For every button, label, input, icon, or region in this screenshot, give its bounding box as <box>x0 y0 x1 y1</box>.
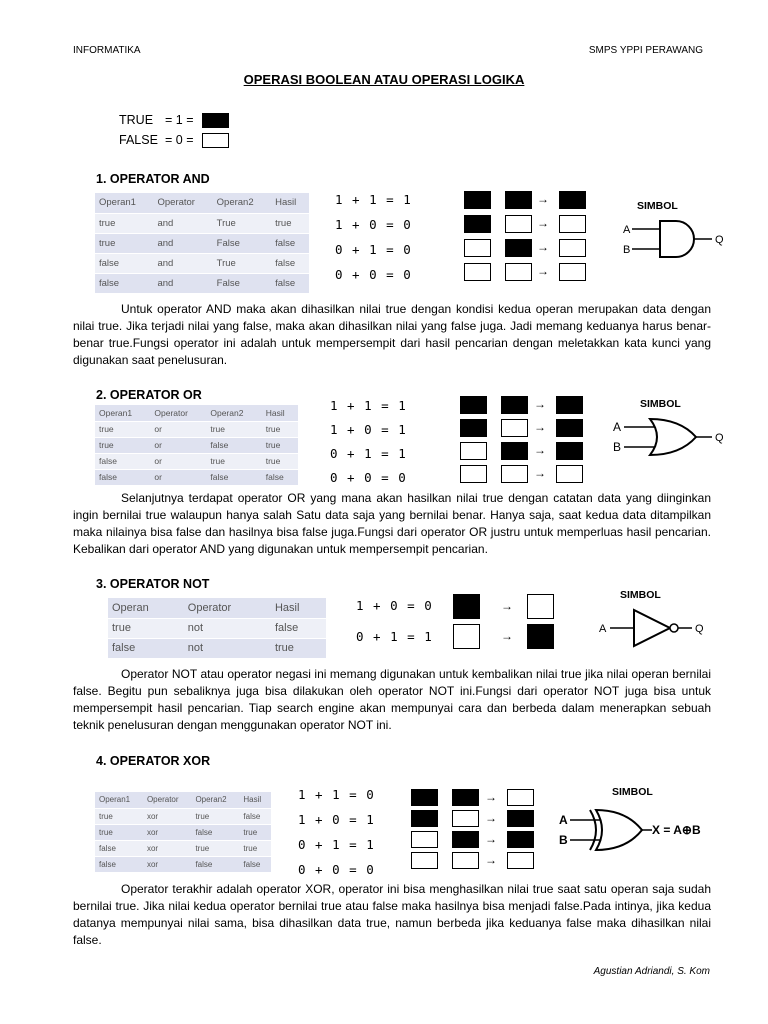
xor-simbol-label: SIMBOL <box>612 786 653 798</box>
equation: 0 + 0 = 0 <box>330 470 407 485</box>
equation: 1 + 0 = 0 <box>335 217 412 232</box>
table-row <box>95 273 309 293</box>
table-row <box>95 808 271 824</box>
table-cell: xor <box>143 856 191 872</box>
table-header-cell: Hasil <box>262 405 298 421</box>
or-truth-table <box>95 405 298 486</box>
table-cell: true <box>95 437 150 453</box>
footer-author: Agustian Adriandi, S. Kom <box>593 966 710 977</box>
or-input-b: B <box>613 440 622 454</box>
arrow-right-icon: → <box>534 420 546 434</box>
table-cell: and <box>153 233 212 253</box>
legend-false-value: = 0 = <box>165 133 194 147</box>
result-box <box>507 852 534 869</box>
not-gate-symbol <box>596 604 716 650</box>
table-cell: false <box>271 618 326 638</box>
table-cell: true <box>95 808 143 824</box>
table-row <box>95 405 298 421</box>
table-row <box>95 453 298 469</box>
table-cell: false <box>108 638 184 658</box>
input-box <box>505 215 532 233</box>
arrow-right-icon: → <box>485 831 497 846</box>
table-cell: xor <box>143 840 191 856</box>
table-cell: true <box>271 638 326 658</box>
xor-output: X = A⊕B <box>652 823 701 837</box>
table-row <box>95 840 271 856</box>
and-truth-table <box>95 193 309 294</box>
arrow-right-icon: → <box>534 443 546 457</box>
result-box <box>556 465 583 483</box>
table-cell: true <box>108 618 184 638</box>
table-header-cell: Operan2 <box>191 792 239 808</box>
input-box <box>411 831 438 848</box>
table-cell: false <box>95 273 153 293</box>
arrow-right-icon: → <box>537 192 549 206</box>
input-box <box>464 215 491 233</box>
table-cell: true <box>262 437 298 453</box>
equation: 0 + 1 = 1 <box>330 446 407 461</box>
equation: 0 + 0 = 0 <box>335 267 412 282</box>
input-box <box>501 465 528 483</box>
xor-heading: 4. OPERATOR XOR <box>96 754 211 768</box>
equation: 0 + 0 = 0 <box>298 862 375 877</box>
table-row <box>95 253 309 273</box>
table-row <box>108 618 326 638</box>
table-cell: False <box>213 273 271 293</box>
input-box <box>460 442 487 460</box>
legend-true-label: TRUE <box>119 113 154 127</box>
table-cell: false <box>206 469 261 485</box>
table-row <box>95 193 309 213</box>
table-cell: and <box>153 253 212 273</box>
and-output: Q <box>715 234 724 246</box>
and-input-b: B <box>623 244 631 256</box>
arrow-right-icon: → <box>485 810 497 825</box>
or-output: Q <box>715 432 724 444</box>
input-box <box>464 191 491 209</box>
table-cell: false <box>95 856 143 872</box>
false-white-box <box>202 133 229 148</box>
and-paragraph: Untuk operator AND maka akan dihasilkan nilai true dengan kondisi kedua operan merupakan data dengan nilai true. Jika terjadi nilai yang false, maka akan dihasilkan nilai yang false juga. Jadi memang keduanya harus benar-benar true.Fungsi operator ini adalah untuk mempersempit dari hasil pencarian dengan meletakkan kata kunci yang digunakan saat penelusuran. <box>73 302 711 367</box>
table-cell: or <box>150 453 206 469</box>
equation: 1 + 0 = 1 <box>330 422 407 437</box>
result-box <box>559 191 586 209</box>
table-header-cell: Operan1 <box>95 405 150 421</box>
result-box <box>527 624 554 649</box>
equation: 1 + 0 = 0 <box>356 598 433 613</box>
table-header-cell: Operan1 <box>95 193 153 213</box>
arrow-right-icon: → <box>485 852 497 867</box>
equation: 0 + 1 = 0 <box>335 242 412 257</box>
table-cell: true <box>239 824 271 840</box>
arrow-right-icon: → <box>537 264 549 278</box>
and-input-a: A <box>623 224 631 236</box>
input-box <box>411 810 438 827</box>
input-box <box>411 789 438 806</box>
table-cell: true <box>271 213 309 233</box>
header-left: INFORMATIKA <box>73 45 141 56</box>
table-cell: true <box>206 421 261 437</box>
table-header-cell: Operan <box>108 598 184 618</box>
table-header-cell: Operator <box>153 193 212 213</box>
table-header-cell: Operan2 <box>213 193 271 213</box>
table-cell: false <box>239 856 271 872</box>
or-simbol-label: SIMBOL <box>640 398 681 410</box>
not-simbol-label: SIMBOL <box>620 589 661 601</box>
table-cell: xor <box>143 808 191 824</box>
table-row <box>95 437 298 453</box>
table-cell: false <box>271 233 309 253</box>
input-box <box>460 396 487 414</box>
legend-false-label: FALSE <box>119 133 158 147</box>
table-cell: and <box>153 273 212 293</box>
table-row <box>95 421 298 437</box>
table-cell: true <box>262 421 298 437</box>
table-row <box>95 469 298 485</box>
table-cell: true <box>191 808 239 824</box>
input-box <box>501 396 528 414</box>
arrow-right-icon: → <box>537 216 549 230</box>
table-cell: true <box>262 453 298 469</box>
table-header-cell: Hasil <box>239 792 271 808</box>
table-cell: false <box>191 856 239 872</box>
table-cell: False <box>213 233 271 253</box>
input-box <box>411 852 438 869</box>
table-cell: false <box>239 808 271 824</box>
table-cell: not <box>184 638 271 658</box>
xor-input-a: A <box>559 813 568 827</box>
result-box <box>559 239 586 257</box>
table-cell: false <box>95 840 143 856</box>
and-simbol-label: SIMBOL <box>637 200 678 212</box>
table-cell: false <box>95 253 153 273</box>
table-cell: or <box>150 421 206 437</box>
table-row <box>108 638 326 658</box>
input-box <box>505 191 532 209</box>
result-box <box>559 215 586 233</box>
table-cell: true <box>95 233 153 253</box>
table-header-cell: Hasil <box>271 598 326 618</box>
xor-truth-table <box>95 792 271 873</box>
arrow-right-icon: → <box>537 240 549 254</box>
legend-true-value: = 1 = <box>165 113 194 127</box>
table-header-cell: Operator <box>150 405 206 421</box>
result-box <box>507 789 534 806</box>
table-cell: false <box>95 469 150 485</box>
result-box <box>559 263 586 281</box>
true-black-box <box>202 113 229 128</box>
table-cell: True <box>213 213 271 233</box>
table-header-cell: Operator <box>143 792 191 808</box>
equation: 1 + 1 = 1 <box>330 398 407 413</box>
not-input-a: A <box>599 623 607 635</box>
input-box <box>460 465 487 483</box>
input-box <box>501 419 528 437</box>
table-row <box>95 824 271 840</box>
table-cell: true <box>239 840 271 856</box>
header-right: SMPS YPPI PERAWANG <box>588 45 703 56</box>
result-box <box>507 810 534 827</box>
input-box <box>453 624 480 649</box>
result-box <box>556 419 583 437</box>
result-box <box>527 594 554 619</box>
table-row <box>108 598 326 618</box>
equation: 0 + 1 = 1 <box>298 837 375 852</box>
table-header-cell: Hasil <box>271 193 309 213</box>
table-cell: false <box>271 253 309 273</box>
xor-paragraph: Operator terakhir adalah operator XOR, operator ini bisa menghasilkan nilai true saat satu operan saja sudah bernilai true. Jika nilai kedua operator bernilai true atau false maka hasilnya bisa menjadi false.Pada intinya, jika kedua datanya mempunyai nilai sama, bisa dihasilkan data true, namun berbeda jika keduanya false maka dihasilkan nilai false. <box>73 882 711 947</box>
and-gate-symbol <box>620 215 730 265</box>
or-paragraph: Selanjutnya terdapat operator OR yang mana akan hasilkan nilai true dengan catatan data yang diinginkan ingin bernilai true walaupun hanya salah Satu data saja yang bernilai benar. Hanya saja, saat kedua data ditampilkan maka nilainya bisa false dan hasilnya bisa false juga.Fungsi dari operator OR justru untuk memperluas hasil pencarian. Kebalikan dari operator AND yang digunakan untuk mempersempit pencarian. <box>73 491 711 556</box>
not-heading: 3. OPERATOR NOT <box>96 577 210 591</box>
input-box <box>452 831 479 848</box>
input-box <box>460 419 487 437</box>
or-gate-symbol <box>610 413 730 463</box>
table-row <box>95 213 309 233</box>
arrow-right-icon: → <box>534 466 546 480</box>
not-output: Q <box>695 623 704 635</box>
not-paragraph: Operator NOT atau operator negasi ini memang digunakan untuk kembalikan nilai true jika nilai operan bernilai false. Begitu pun sebaliknya juga bisa dilakukan oleh operator NOT ini.Fungsi dari operator NOT juga bisa untuk mempersempit hasil pencarian. Tiap search engine akan mempunyai cara dan berbeda dalam menerapkan sebuah teknik penelusuran dengan menggunakan operator NOT ini. <box>73 667 711 732</box>
xor-input-b: B <box>559 833 568 847</box>
table-cell: True <box>213 253 271 273</box>
input-box <box>452 852 479 869</box>
arrow-right-icon: → <box>534 397 546 411</box>
table-header-cell: Operan2 <box>206 405 261 421</box>
result-box <box>507 831 534 848</box>
result-box <box>556 396 583 414</box>
table-cell: true <box>191 840 239 856</box>
table-header-cell: Operan1 <box>95 792 143 808</box>
equation: 1 + 1 = 0 <box>298 787 375 802</box>
equation: 0 + 1 = 1 <box>356 629 433 644</box>
xor-gate-symbol <box>556 802 716 852</box>
not-truth-table <box>108 598 326 659</box>
table-cell: or <box>150 469 206 485</box>
arrow-right-icon: → <box>501 598 513 613</box>
table-row <box>95 792 271 808</box>
result-box <box>556 442 583 460</box>
table-cell: true <box>95 213 153 233</box>
or-heading: 2. OPERATOR OR <box>96 388 202 402</box>
table-header-cell: Operator <box>184 598 271 618</box>
input-box <box>453 594 480 619</box>
table-cell: false <box>206 437 261 453</box>
input-box <box>505 239 532 257</box>
table-cell: false <box>271 273 309 293</box>
or-input-a: A <box>613 420 622 434</box>
table-cell: or <box>150 437 206 453</box>
equation: 1 + 0 = 1 <box>298 812 375 827</box>
table-row <box>95 856 271 872</box>
input-box <box>505 263 532 281</box>
table-cell: false <box>262 469 298 485</box>
input-box <box>452 810 479 827</box>
input-box <box>464 263 491 281</box>
table-cell: true <box>206 453 261 469</box>
equation: 1 + 1 = 1 <box>335 192 412 207</box>
table-cell: false <box>95 453 150 469</box>
table-cell: xor <box>143 824 191 840</box>
input-box <box>452 789 479 806</box>
and-heading: 1. OPERATOR AND <box>96 172 210 186</box>
page-title: OPERASI BOOLEAN ATAU OPERASI LOGIKA <box>243 72 525 87</box>
table-row <box>95 233 309 253</box>
table-cell: and <box>153 213 212 233</box>
input-box <box>464 239 491 257</box>
table-cell: true <box>95 824 143 840</box>
input-box <box>501 442 528 460</box>
arrow-right-icon: → <box>485 789 497 804</box>
table-cell: false <box>191 824 239 840</box>
table-cell: not <box>184 618 271 638</box>
table-cell: true <box>95 421 150 437</box>
arrow-right-icon: → <box>501 628 513 643</box>
